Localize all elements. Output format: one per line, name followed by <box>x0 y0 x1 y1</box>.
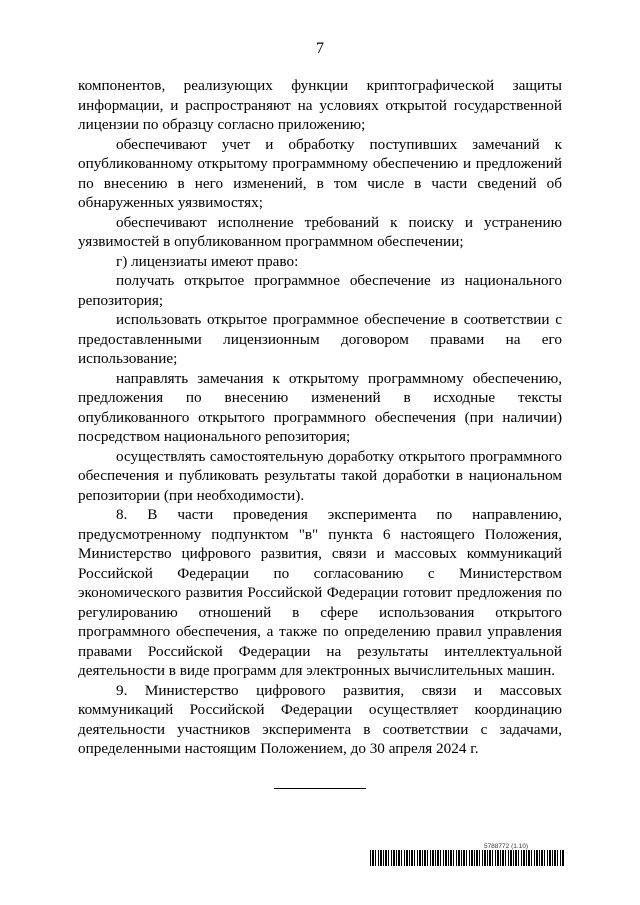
paragraph-obligation-feedback: обеспечивают учет и обработку поступивших замечаний к опубликованному открытому программному обеспечению и предложений по внесению в него изменений, в том числе в части сведений об обнаруженных уязвимостях; <box>78 135 562 211</box>
barcode <box>370 850 565 866</box>
paragraph-item-9: 9. Министерство цифрового развития, связи и массовых коммуникаций Российской Федерации осуществляет координацию деятельности участников эксперимента в соответствии с задачами, определенными настоящим Положением, до 30 апреля 2024 г. <box>78 681 562 757</box>
paragraph-item-8: 8. В части проведения эксперимента по направлению, предусмотренному подпунктом "в" пункта 6 настоящего Положения, Министерство цифрового развития, связи и массовых коммуникаций Российской Федерации по согласованию с Министерством экономического развития Российской Федерации готовит предложения по регулированию отношений в сфере использования открытого программного обеспечения, а также по определению правил управления правами Российской Федерации на результаты интеллектуальной деятельности в виде программ для электронных вычислительных машин. <box>78 506 562 679</box>
separator-line <box>274 788 366 789</box>
document-body <box>78 76 562 759</box>
paragraph-right-modify: осуществлять самостоятельную доработку открытого программного обеспечения и публиковать результаты такой доработки в национальном репозитории (при необходимости). <box>78 447 562 504</box>
page-number: 7 <box>316 40 324 57</box>
paragraph-continuation: компонентов, реализующих функции криптографической защиты информации, и распространяют на условиях открытой государственной лицензии по образцу согласно приложению; <box>78 77 562 133</box>
paragraph-right-obtain: получать открытое программное обеспечение из национального репозитория; <box>78 272 562 309</box>
paragraph-obligation-vulnerabilities: обеспечивают исполнение требований к поиску и устранению уязвимостей в опубликованном программном обеспечении; <box>78 213 562 250</box>
paragraph-licensees-rights-heading: г) лицензиаты имеют право: <box>116 252 299 270</box>
paragraph-right-submit-remarks: направлять замечания к открытому программному обеспечению, предложения по внесению изменений в исходные тексты опубликованного открытого программного обеспечения (при наличии) посредством национального репозитория; <box>78 369 562 445</box>
document-id: 5788772 (1.10) <box>483 843 529 850</box>
paragraph-right-use: использовать открытое программное обеспечение в соответствии с предоставленными лицензионным договором правами на его использование; <box>78 311 562 367</box>
